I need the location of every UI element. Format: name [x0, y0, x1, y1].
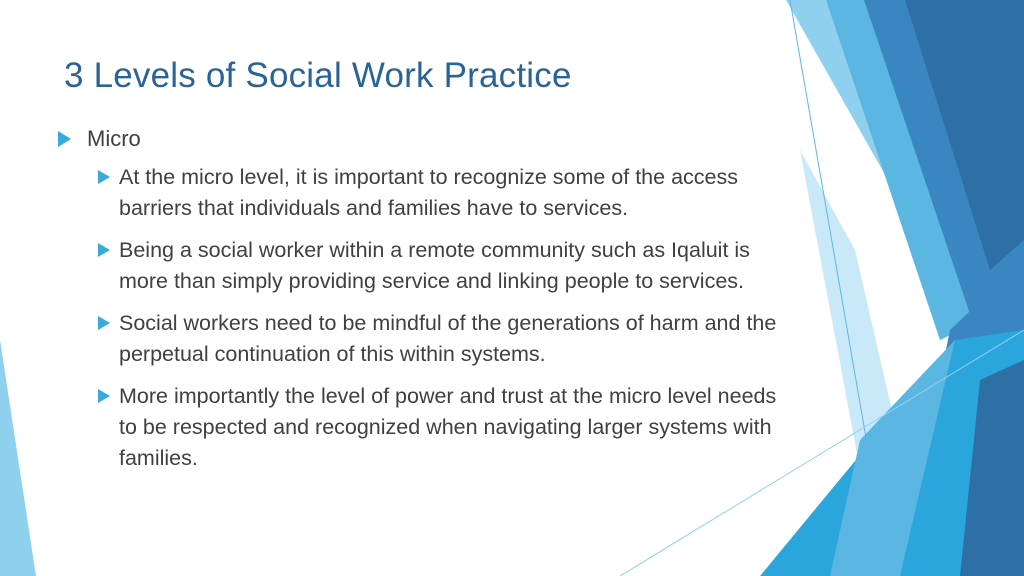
sub-bullet-item	[98, 162, 778, 224]
triangle-arrow-bullet-icon	[98, 389, 110, 403]
triangle-arrow-bullet-icon	[98, 316, 110, 330]
sub-bullet-text: At the micro level, it is important to recognize some of the access barriers that individuals and families have to services.	[119, 165, 738, 220]
triangle-arrow-bullet-icon	[98, 170, 110, 184]
sub-bullet-text: More importantly the level of power and trust at the micro level needs to be respected and recognized when navigating larger systems with families.	[119, 384, 777, 470]
triangle-arrow-bullet-icon	[58, 131, 71, 147]
bullet-list	[58, 126, 778, 485]
sub-bullet-item	[98, 308, 778, 370]
sub-bullet-text: Social workers need to be mindful of the generations of harm and the perpetual continuation of this within systems.	[119, 311, 777, 366]
triangle-arrow-bullet-icon	[98, 243, 110, 257]
slide-title: 3 Levels of Social Work Practice	[64, 56, 572, 95]
micro-sub-bullets	[58, 162, 778, 474]
bullet-micro-label: Micro	[87, 126, 141, 151]
left-edge-shape	[0, 340, 36, 576]
sub-bullet-item	[98, 381, 778, 474]
sub-bullet-item	[98, 235, 778, 297]
bullet-micro	[58, 126, 778, 152]
sub-bullet-text: Being a social worker within a remote community such as Iqaluit is more than simply providing service and linking people to services.	[119, 238, 750, 293]
